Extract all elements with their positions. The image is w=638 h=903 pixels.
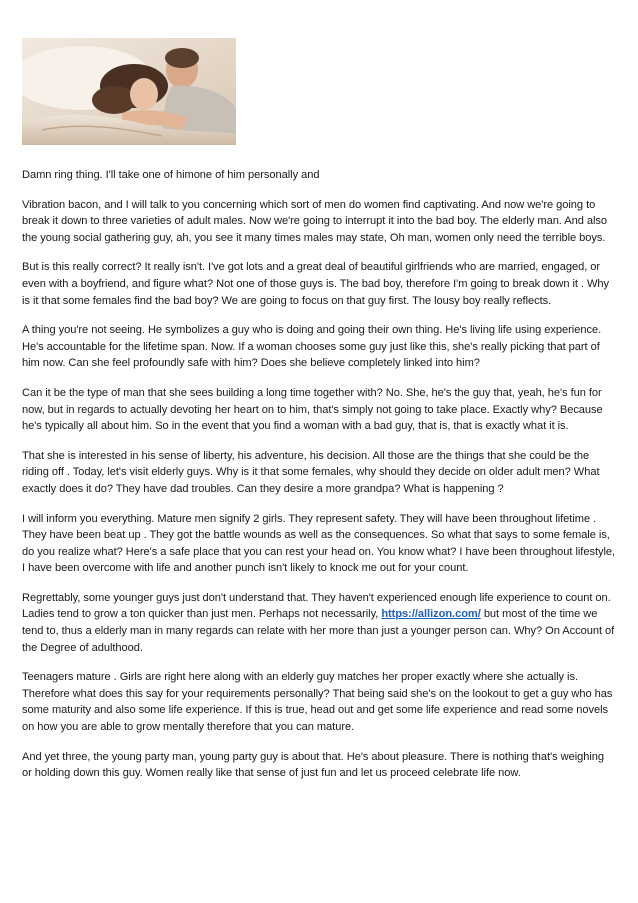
paragraph-4: A thing you're not seeing. He symbolizes a guy who is doing and going their own thing. He's living life using experience. He's accountable for the lifetime span. Now. If a woman chooses some guy just like this, she's really picking that part of him now. Can she feel profoundly safe with him? Does she believe completely linked into him? bbox=[22, 324, 602, 370]
paragraph-10: And yet three, the young party man, young party guy is about that. He's about pleasure. There is nothing that's weighing or holding down this guy. Women really like that sense of just fun and let us proceed celebrate life now. bbox=[22, 750, 605, 780]
allizon-link[interactable]: https://allizon.com/ bbox=[381, 608, 481, 621]
paragraph-9: Teenagers mature . Girls are right here along with an elderly guy matches her proper exactly where she actually is. Therefore what does this say for your requirements personally? That being said she's on the lookout to get a guy who has some maturity and also some life experience. If this is true, head out and get some life experience and read some novels on how you are able to grow mentally therefore that you can mature. bbox=[22, 671, 613, 734]
paragraph-2: Vibration bacon, and I will talk to you concerning which sort of men do women find captivating. And now we're going to break it down to three varieties of adult males. Now we're going to interrupt it into the bad boy. The elderly man. And also the young social gathering guy, ah, you see it many times males may state, Oh man, women only need the terrible boys. bbox=[22, 198, 608, 244]
paragraph-1: Damn ring thing. I'll take one of himone of him personally and bbox=[22, 169, 320, 181]
paragraph-8-before: Regrettably, some younger guys just don't understand that. They haven't experienced enough life experience to count on. Ladies tend to grow a ton quicker than just men. Perhaps not necessarily, bbox=[22, 591, 611, 621]
paragraph-6: That she is interested in his sense of liberty, his adventure, his decision. All those are the things that she could be the riding off . Today, let's visit elderly guys. Why is it that some females, why should they decide on older adult men? What exactly does it do? They have dad troubles. Can they desire a more grandpa? What is happening ? bbox=[22, 449, 600, 495]
article-body bbox=[22, 167, 616, 782]
paragraph-3: But is this really correct? It really isn't. I've got lots and a great deal of beautiful girlfriends who are married, engaged, or even with a boyfriend, and figure what? Not one of those guys is. The bad boy, therefore I'm going to break down it . Why is it that some females find the bad boy? We are going to focus on that guy first. The lousy boy really reflects. bbox=[22, 261, 610, 307]
paragraph-8 bbox=[22, 590, 616, 656]
couple-sleeping-photo bbox=[22, 38, 236, 145]
paragraph-7: I will inform you everything. Mature men signify 2 girls. They represent safety. They will have been throughout lifetime . They have been beat up . They got the battle wounds as well as the consequences. So what that says to some female is, do you realize what? Here's a safe place that you can rest your head on. You know what? I have been throughout lifestyle, I have been overcome with life and another punch isn't likely to knock me out for your count. bbox=[22, 512, 616, 575]
paragraph-8-after: but most of the time we tend to, thus a elderly man in many regards can relate with her more than just a younger person can. Why? On Account of the Degree of adulthood. bbox=[22, 608, 615, 654]
paragraph-5: Can it be the type of man that she sees building a long time together with? No. She, he's the guy that, yeah, he's fun for now, but in regards to actually devoting her heart on to him, that's simply not going to take place. Exactly why? Because he's typically all about him. So in the event that you find a woman with a bad guy, that is, that is exactly what it is. bbox=[22, 386, 603, 433]
